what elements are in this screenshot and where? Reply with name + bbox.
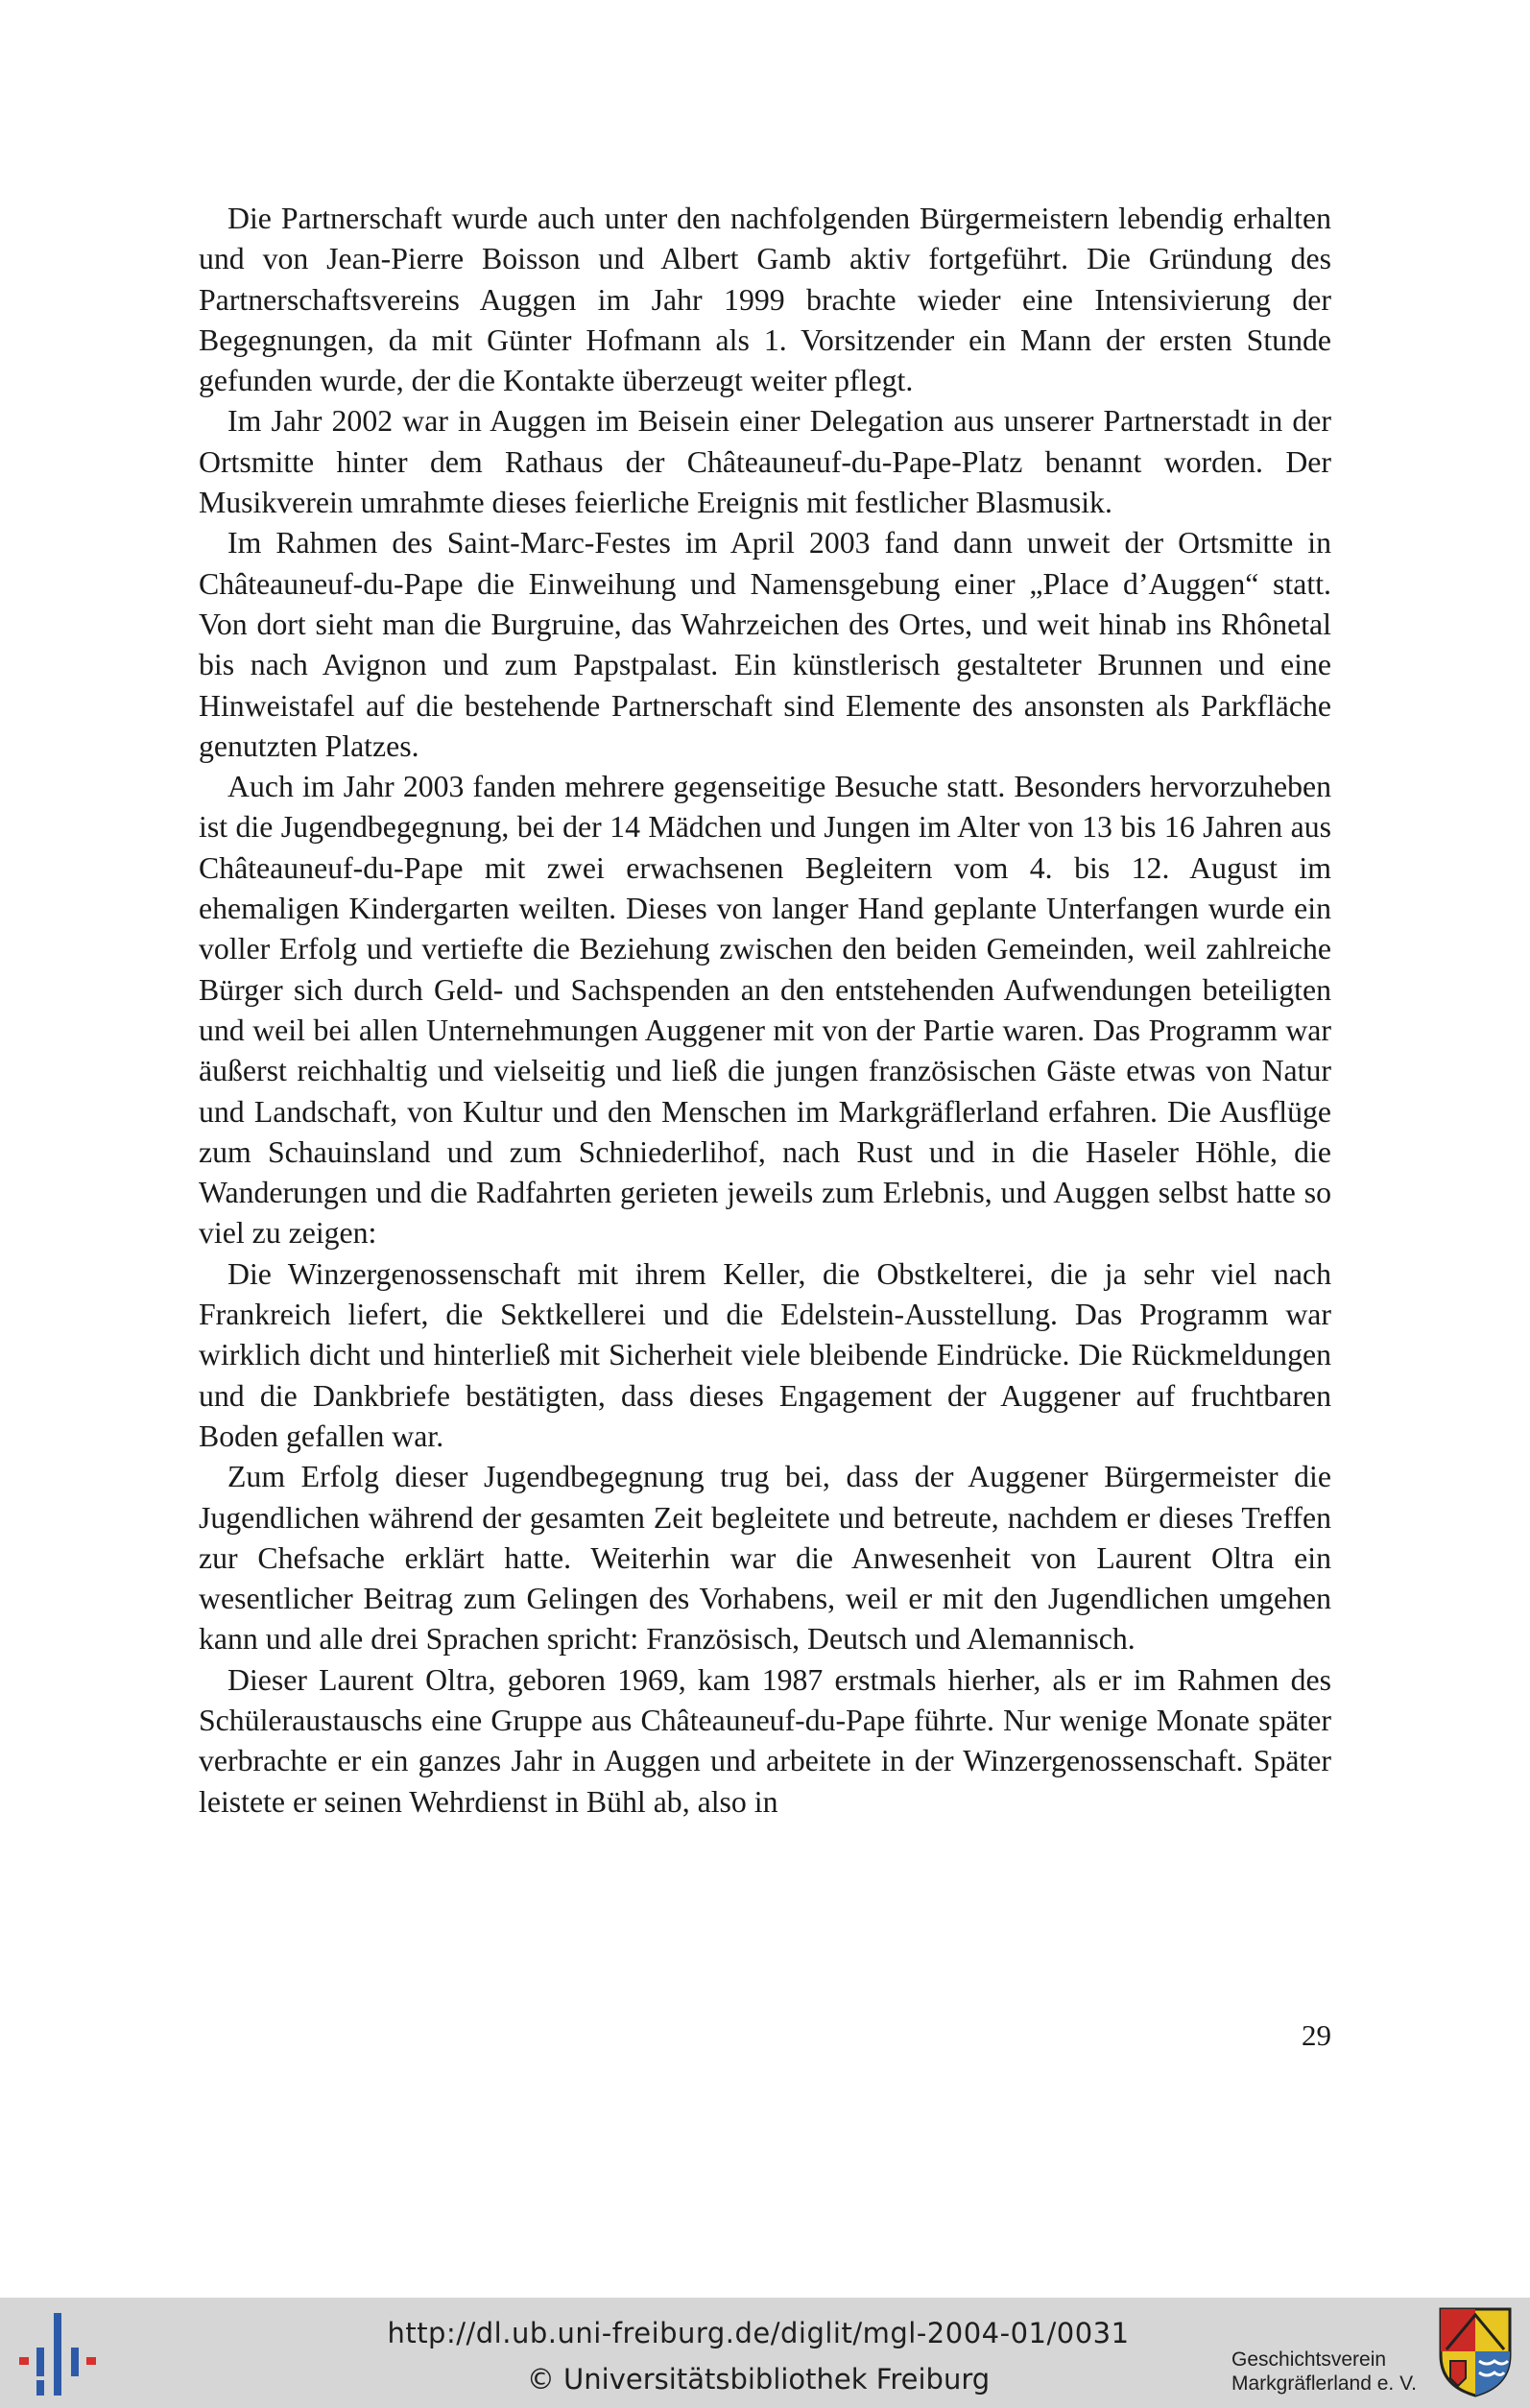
paragraph: Die Partnerschaft wurde auch unter den nachfolgenden Bürgermeistern lebendig erhalten und von Jean-Pierre Boisson und Albert Gamb aktiv fortgeführt. Die Gründung des Partnerschaftsvereins Auggen im Jahr 1999 brachte wieder eine Intensivierung der Begegnungen, da mit Günter Hofmann als 1. Vorsitzender ein Mann der ersten Stunde gefunden wurde, der die Kontakte überzeugt weiter pflegt. [199,202,1331,398]
paragraph: Dieser Laurent Oltra, geboren 1969, kam 1987 erstmals hierher, als er im Rahmen des Schüleraustauschs eine Gruppe aus Châteauneuf-du-Pape führte. Nur wenige Monate später verbrachte er ein ganzes Jahr in Auggen und arbeitete in der Winzergenossenschaft. Später leistete er seinen Wehrdienst in Bühl ab, also in [199,1662,1331,1819]
ub-freiburg-logo-icon [19,2311,96,2397]
society-name [1231,2348,1452,2396]
paragraph: Im Jahr 2002 war in Auggen im Beisein einer Delegation aus unserer Partnerstadt in der Ortsmitte hinter dem Rathaus der Châteauneuf-du-Pape-Platz benannt worden. Der Musikverein umrahmte dieses feierliche Ereignis mit festlicher Blasmusik. [199,404,1331,520]
footer-url-link[interactable]: http://dl.ub.uni-freiburg.de/diglit/mgl-2004-01/0031 [387,2317,1130,2349]
paragraph: Auch im Jahr 2003 fanden mehrere gegenseitige Besuche statt. Besonders hervorzuheben ist die Jugendbegegnung, bei der 14 Mädchen und Jungen im Alter von 13 bis 16 Jahren aus Châteauneuf-du-Pape mit zwei erwachsenen Begleitern vom 4. bis 12. August im ehemaligen Kindergarten weilten. Dieses von langer Hand geplante Unterfangen wurde ein voller Erfolg und vertiefte die Beziehung zwischen den beiden Gemeinden, weil zahlreiche Bürger sich durch Geld- und Sachspenden an den entstehenden Aufwendungen beteiligten und weil bei allen Unternehmungen Auggener mit von der Partie waren. Das Programm war äußerst reichhaltig und vielseitig und ließ die jungen französischen Gäste etwas von Natur und Landschaft, von Kultur und den Menschen im Markgräflerland erfahren. Die Ausflüge zum Schauinsland und zum Schniederlihof, nach Rust und in die Haseler Höhle, die Wanderungen und die Radfahrten gerieten jeweils zum Erlebnis, und Auggen selbst hatte so viel zu zeigen: [199,770,1331,1251]
paragraph: Zum Erfolg dieser Jugendbegegnung trug bei, dass der Auggener Bürgermeister die Jugendlichen während der gesamten Zeit begleitete und betreute, nachdem er dieses Treffen zur Chefsache erklärt hatte. Weiterhin war die Anwesenheit von Laurent Oltra ein wesentlicher Beitrag zum Gelingen des Vorhabens, weil er mit den Jugendlichen umgehen kann und alle drei Sprachen spricht: Französisch, Deutsch und Alemannisch. [199,1460,1331,1657]
footer-copyright: © Universitätsbibliothek Freiburg [526,2363,991,2396]
page-number: 29 [1302,2018,1331,2052]
paragraph: Die Winzergenossenschaft mit ihrem Keller, die Obstkelterei, die ja sehr viel nach Frankreich liefert, die Sektkellerei und die Edelstein-Ausstellung. Das Programm war wirklich dicht und hinterließ mit Sicherheit viele bleibende Eindrücke. Die Rückmeldungen und die Dankbriefe bestätigten, dass dieses Engagement der Auggener auf fruchtbaren Boden gefallen war. [199,1256,1331,1453]
society-line-2: Markgräflerland e. V. [1231,2372,1417,2395]
society-line-1: Geschichtsverein [1231,2348,1387,2371]
body-text [199,199,1331,1823]
coat-of-arms-icon [1437,2305,1514,2397]
paragraph: Im Rahmen des Saint-Marc-Festes im April 2003 fand dann unweit der Ortsmitte in Châteauneuf-du-Pape die Einweihung und Namensgebung einer „Place d’Auggen“ statt. Von dort sieht man die Burgruine, das Wahrzeichen des Ortes, und weit hinab ins Rhônetal bis nach Avignon und zum Papstpalast. Ein künstlerisch gestalteter Brunnen und eine Hinweistafel auf die bestehende Partnerschaft sind Elemente des ansonsten als Parkfläche genutzten Platzes. [199,526,1331,763]
